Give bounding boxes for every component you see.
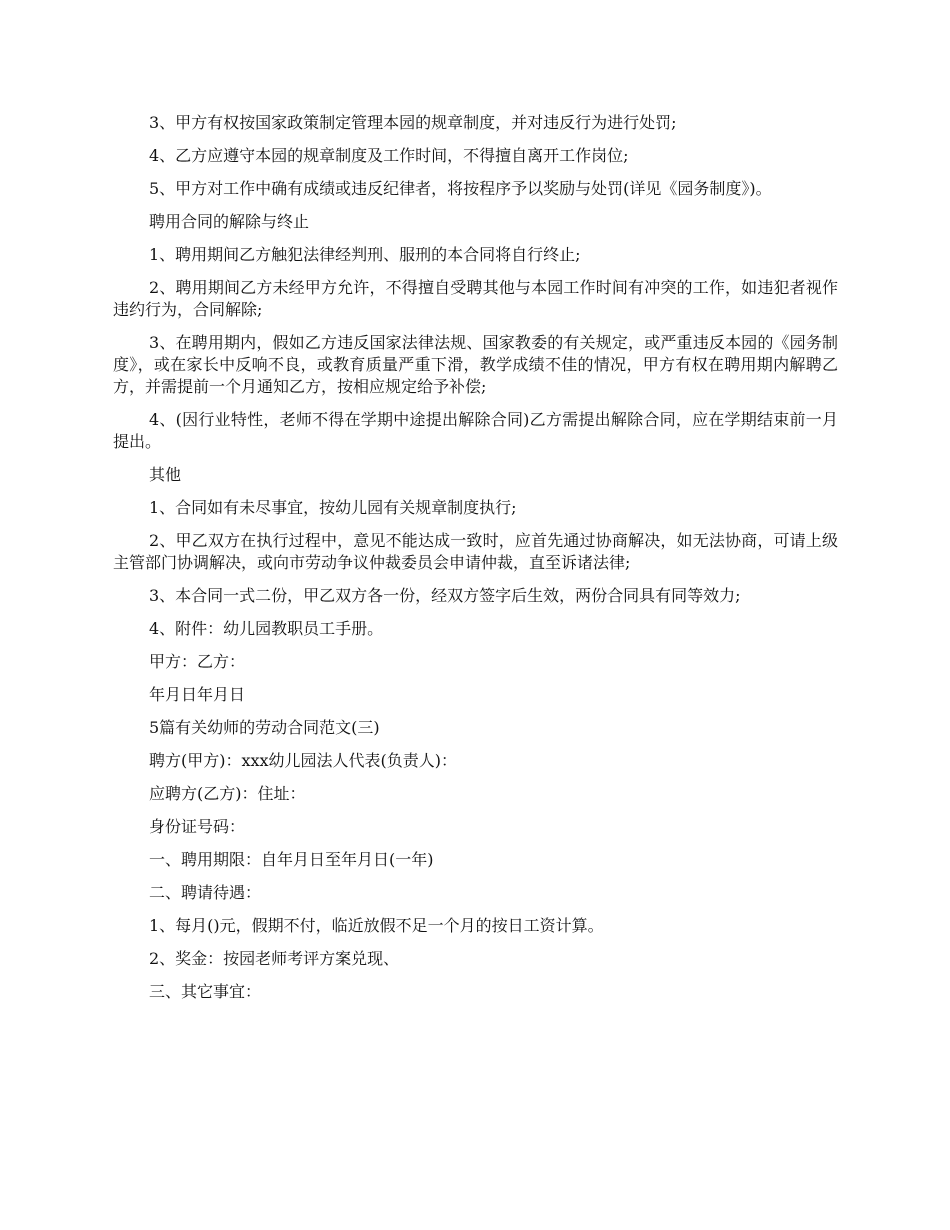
paragraph: 三、其它事宜： xyxy=(149,982,262,1001)
paragraph: 2、甲乙双方在执行过程中，意见不能达成一致时，应首先通过协商解决，如无法协商，可请上级主管部门协调解决，或向市劳动争议仲裁委员会申请仲裁，直至诉诸法律; xyxy=(113,531,838,572)
paragraph: 1、聘用期间乙方触犯法律经判刑、服刑的本合同将自行终止; xyxy=(149,245,581,264)
paragraph: 4、乙方应遵守本园的规章制度及工作时间，不得擅自离开工作岗位; xyxy=(149,146,629,165)
paragraph: 一、聘用期限：自年月日至年月日(一年) xyxy=(149,850,434,869)
paragraph: 3、在聘用期内，假如乙方违反国家法律法规、国家教委的有关规定，或严重违反本园的《园务制度》，或在家长中反响不良，或教育质量严重下滑，教学成绩不佳的情况，甲方有权在聘用期内解聘乙方，并需提前一个月通知乙方，按相应规定给予补偿; xyxy=(113,333,838,396)
paragraph: 应聘方(乙方)：住址： xyxy=(149,784,306,803)
paragraph: 3、甲方有权按国家政策制定管理本园的规章制度，并对违反行为进行处罚; xyxy=(149,113,677,132)
paragraph: 4、(因行业特性，老师不得在学期中途提出解除合同)乙方需提出解除合同，应在学期结束前一月提出。 xyxy=(113,410,838,451)
paragraph: 身份证号码： xyxy=(149,817,246,836)
paragraph: 2、聘用期间乙方未经甲方允许，不得擅自受聘其他与本园工作时间有冲突的工作，如违犯者视作违约行为，合同解除; xyxy=(113,278,838,319)
section-heading: 聘用合同的解除与终止 xyxy=(149,212,310,231)
paragraph: 4、附件：幼儿园教职员工手册。 xyxy=(149,619,384,638)
paragraph: 2、奖金：按园老师考评方案兑现、 xyxy=(149,949,400,968)
date-line: 年月日年月日 xyxy=(149,685,246,704)
paragraph: 1、合同如有未尽事宜，按幼儿园有关规章制度执行; xyxy=(149,498,517,517)
section-heading: 其他 xyxy=(149,465,182,484)
document-body xyxy=(113,112,838,1014)
signature-line: 甲方：乙方： xyxy=(149,652,246,671)
document-subtitle: 5篇有关幼师的劳动合同范文(三) xyxy=(149,718,380,737)
paragraph: 二、聘请待遇： xyxy=(149,883,262,902)
paragraph: 3、本合同一式二份，甲乙双方各一份，经双方签字后生效，两份合同具有同等效力; xyxy=(149,586,741,605)
paragraph: 5、甲方对工作中确有成绩或违反纪律者，将按程序予以奖励与处罚(详见《园务制度》)。 xyxy=(149,179,772,198)
paragraph: 1、每月()元，假期不付，临近放假不足一个月的按日工资计算。 xyxy=(149,916,604,935)
paragraph: 聘方(甲方)：xxx幼儿园法人代表(负责人)： xyxy=(149,751,458,770)
